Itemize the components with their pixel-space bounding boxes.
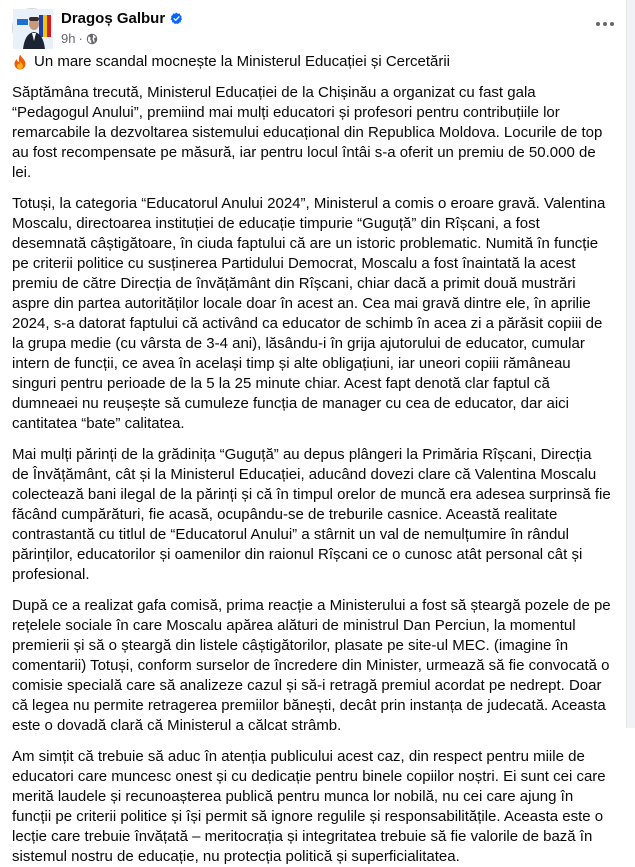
post-timestamp[interactable]: 9h <box>61 30 76 46</box>
post-paragraph-2: Totuși, la categoria “Educatorul Anului 2024”, Ministerul a comis o eroare gravă. Valentina Moscalu, directoarea instituției de educație timpurie “Guguță” din Rîșcani, a fost desemnată câștigătoare, în ciuda faptului că are un istoric problematic. Numită în funcție pe criterii politice cu susținerea Partidului Democrat, Moscalu a fost înaintată la acest premiu de către Direcția de învățământ din Rîșcani, chiar dacă a primit două mustrări aspre din partea autorităților locale doar în acest an. Cea mai gravă dintre ele, în aprilie 2024, s-a datorat faptului că activând ca educator de schimb în acea zi a părăsit copiii de la grupa medie (cu vârsta de 3-4 ani), lăsându-i în grija ajutorului de educator, cumular intern de funcții, ce avea în același timp și alte obligațiuni, iar uneori copiii rămâneau singuri pentru perioade de la 5 la 25 minute chiar. Acest fapt denotă clar faptul că dumneaei nu reușește să cumuleze funcția de manager cu cea de educator, dar aici cantitatea “bate” calitatea. <box>12 195 606 432</box>
author-avatar[interactable] <box>12 8 52 48</box>
post-meta <box>61 10 183 47</box>
avatar-image <box>13 9 53 49</box>
scrollbar-track[interactable] <box>626 0 635 728</box>
post-body <box>12 52 612 867</box>
post-paragraph-5: Am simțit că trebuie să aduc în atenția publicului acest caz, din respect pentru miile de educatori care muncesc onest și cu dedicație pentru binele copiilor noștri. Ei sunt cei care merită laudele și recunoașterea publică pentru munca lor nobilă, nu cei care ajung în funcții pe criterii politice și își permit să ignore regulile și responsabilitățile. Aceasta este o lecție care trebuie învățată – meritocrația și integritatea trebuie să fie valorile de bază în sistemul nostru de educație, nu protecția politică și superficialitatea. <box>12 748 606 865</box>
more-dot-icon <box>596 22 600 26</box>
author-row <box>61 10 183 28</box>
post-paragraph-4: După ce a realizat gafa comisă, prima reacție a Ministerului a fost să șteargă pozele de pe rețelele sociale în care Moscalu apărea alături de ministrul Dan Perciun, la momentul premierii și să o șteargă din listele câștigătorilor, plasate pe site-ul MEC. (imagine în comentarii) Totuși, conform surselor de încredere din Minister, urmează să fie convocată o comisie specială care să analizeze cazul și să-i retragă premiul acordat pe nedrept. Doar că legea nu permite retragerea premiilor bănești, decât prin instanța de judecată. Aceasta este o dovadă clară că Ministerul a călcat strâmb. <box>12 597 611 734</box>
post-headline-row <box>12 52 612 72</box>
post-headline: Un mare scandal mocnește la Ministerul Educației și Cercetării <box>34 53 451 70</box>
more-dot-icon <box>603 22 607 26</box>
post-paragraph-3: Mai mulți părinți de la grădinița “Guguță” au depus plângeri la Primăria Rîșcani, Direcția de Învățământ, cât și la Ministerul Educației, aducând dovezi clare că Valentina Moscalu colectează bani ilegal de la părinți și că în timpul orelor de muncă era adesea surprinsă fie făcând cumpărături, fie acasă, ocupându-se de treburile casnice. Această realitate contrastantă cu titlul de “Educatorul Anului” a stârnit un val de nemulțumire în rândul părinților, educatorilor și oamenilor din raionul Rîșcani ce o cunosc atât personal cât și profesional. <box>12 446 611 583</box>
post-paragraph-1: Săptămâna trecută, Ministerul Educației de la Chișinău a organizat cu fast gala “Pedagogul Anului”, premiind mai mulți educatori și profesori pentru contribuțiile lor remarcabile la dezvoltarea sistemului educațional din Republica Moldova. Locurile de top au fost recompensate pe măsură, iar pentru locul întâi s-a oferit un premiu de 50.000 de lei. <box>12 84 603 181</box>
author-name[interactable]: Dragoș Galbur <box>61 9 166 27</box>
verified-badge-icon <box>170 12 183 25</box>
fire-icon <box>12 54 28 70</box>
post-time-row <box>61 30 183 47</box>
more-dot-icon <box>610 22 614 26</box>
globe-icon[interactable] <box>86 32 98 44</box>
more-options-button[interactable] <box>590 10 620 38</box>
post-header <box>12 8 183 48</box>
separator-dot: · <box>78 30 83 46</box>
